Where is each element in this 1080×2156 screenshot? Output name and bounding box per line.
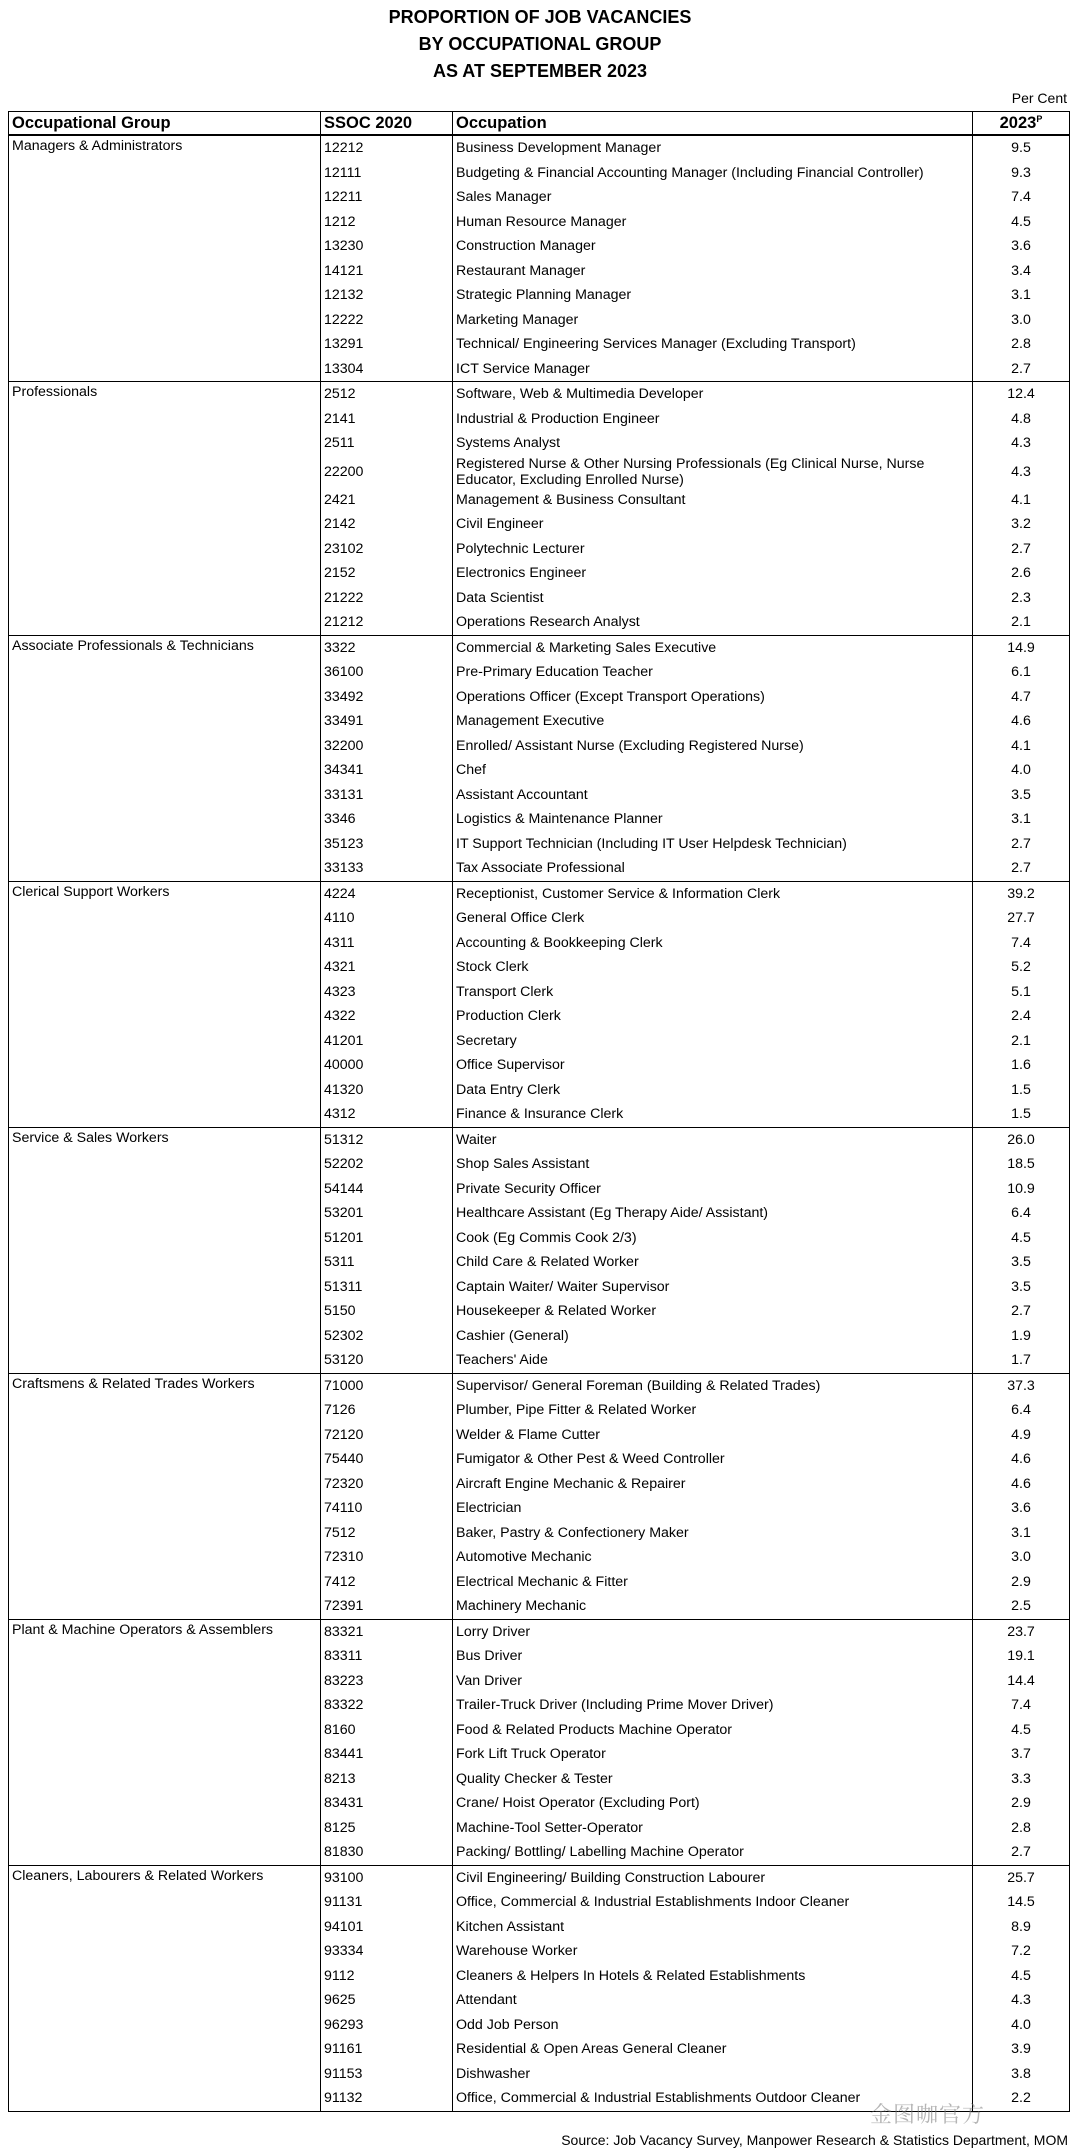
- occupation-cell: Private Security Officer: [453, 1177, 973, 1202]
- ssoc-code-cell: 33131: [321, 783, 453, 808]
- occupation-cell: Shop Sales Assistant: [453, 1152, 973, 1177]
- percent-value-cell: 2.9: [973, 1570, 1070, 1595]
- percent-value-cell: 4.1: [973, 488, 1070, 513]
- occupation-cell: Electrical Mechanic & Fitter: [453, 1570, 973, 1595]
- occupation-cell: Marketing Manager: [453, 308, 973, 333]
- occupational-group-cell: Associate Professionals & Technicians: [9, 635, 321, 881]
- ssoc-code-cell: 75440: [321, 1447, 453, 1472]
- occupation-cell: Cleaners & Helpers In Hotels & Related Establishments: [453, 1964, 973, 1989]
- occupation-cell: Strategic Planning Manager: [453, 283, 973, 308]
- occupation-cell: Trailer-Truck Driver (Including Prime Mover Driver): [453, 1693, 973, 1718]
- percent-value-cell: 3.1: [973, 1521, 1070, 1546]
- occupation-cell: Plumber, Pipe Fitter & Related Worker: [453, 1398, 973, 1423]
- ssoc-code-cell: 2141: [321, 407, 453, 432]
- occupation-cell: Child Care & Related Worker: [453, 1250, 973, 1275]
- occupation-cell: Electrician: [453, 1496, 973, 1521]
- percent-value-cell: 6.1: [973, 660, 1070, 685]
- percent-value-cell: 4.0: [973, 758, 1070, 783]
- percent-value-cell: 4.3: [973, 456, 1070, 488]
- occupation-cell: Transport Clerk: [453, 980, 973, 1005]
- occupation-cell: Machinery Mechanic: [453, 1594, 973, 1619]
- ssoc-code-cell: 12212: [321, 135, 453, 161]
- occupation-cell: Residential & Open Areas General Cleaner: [453, 2037, 973, 2062]
- occupation-cell: Accounting & Bookkeeping Clerk: [453, 931, 973, 956]
- percent-value-cell: 9.3: [973, 161, 1070, 186]
- percent-value-cell: 1.9: [973, 1324, 1070, 1349]
- occupation-cell: Kitchen Assistant: [453, 1915, 973, 1940]
- ssoc-code-cell: 41320: [321, 1078, 453, 1103]
- occupation-cell: Machine-Tool Setter-Operator: [453, 1816, 973, 1841]
- ssoc-code-cell: 12222: [321, 308, 453, 333]
- percent-value-cell: 3.1: [973, 283, 1070, 308]
- percent-value-cell: 1.7: [973, 1348, 1070, 1373]
- percent-value-cell: 4.3: [973, 431, 1070, 456]
- table-row: [9, 635, 1070, 660]
- ssoc-code-cell: 91161: [321, 2037, 453, 2062]
- table-row: [9, 1373, 1070, 1398]
- occupation-cell: Captain Waiter/ Waiter Supervisor: [453, 1275, 973, 1300]
- ssoc-code-cell: 91131: [321, 1890, 453, 1915]
- percent-value-cell: 7.2: [973, 1939, 1070, 1964]
- occupation-cell: Production Clerk: [453, 1004, 973, 1029]
- occupation-cell: Software, Web & Multimedia Developer: [453, 382, 973, 407]
- percent-value-cell: 9.5: [973, 135, 1070, 161]
- occupation-cell: Food & Related Products Machine Operator: [453, 1718, 973, 1743]
- ssoc-code-cell: 23102: [321, 537, 453, 562]
- percent-value-cell: 10.9: [973, 1177, 1070, 1202]
- ssoc-code-cell: 4110: [321, 906, 453, 931]
- percent-value-cell: 2.7: [973, 537, 1070, 562]
- percent-value-cell: 12.4: [973, 382, 1070, 407]
- occupation-cell: Quality Checker & Tester: [453, 1767, 973, 1792]
- occupation-cell: Cook (Eg Commis Cook 2/3): [453, 1226, 973, 1251]
- percent-value-cell: 3.1: [973, 807, 1070, 832]
- header-ssoc: SSOC 2020: [321, 112, 453, 136]
- ssoc-code-cell: 2511: [321, 431, 453, 456]
- percent-value-cell: 3.5: [973, 1275, 1070, 1300]
- occupational-group-cell: Plant & Machine Operators & Assemblers: [9, 1619, 321, 1865]
- ssoc-code-cell: 13291: [321, 332, 453, 357]
- percent-value-cell: 6.4: [973, 1398, 1070, 1423]
- occupation-cell: Operations Officer (Except Transport Operations): [453, 685, 973, 710]
- percent-value-cell: 4.9: [973, 1423, 1070, 1448]
- percent-value-cell: 4.3: [973, 1988, 1070, 2013]
- percent-value-cell: 39.2: [973, 881, 1070, 906]
- ssoc-code-cell: 12132: [321, 283, 453, 308]
- occupation-cell: Odd Job Person: [453, 2013, 973, 2038]
- percent-value-cell: 3.9: [973, 2037, 1070, 2062]
- percent-value-cell: 3.0: [973, 1545, 1070, 1570]
- ssoc-code-cell: 5311: [321, 1250, 453, 1275]
- percent-value-cell: 7.4: [973, 185, 1070, 210]
- ssoc-code-cell: 52302: [321, 1324, 453, 1349]
- table-body: [9, 135, 1070, 2111]
- percent-value-cell: 5.2: [973, 955, 1070, 980]
- ssoc-code-cell: 8213: [321, 1767, 453, 1792]
- occupation-cell: General Office Clerk: [453, 906, 973, 931]
- occupation-cell: Civil Engineering/ Building Construction Labourer: [453, 1865, 973, 1890]
- occupation-cell: Pre-Primary Education Teacher: [453, 660, 973, 685]
- occupational-group-cell: Managers & Administrators: [9, 135, 321, 382]
- ssoc-code-cell: 4322: [321, 1004, 453, 1029]
- ssoc-code-cell: 72391: [321, 1594, 453, 1619]
- ssoc-code-cell: 53201: [321, 1201, 453, 1226]
- percent-value-cell: 3.8: [973, 2062, 1070, 2087]
- occupation-cell: Systems Analyst: [453, 431, 973, 456]
- header-year-marker: P: [1036, 113, 1043, 124]
- occupation-cell: Van Driver: [453, 1669, 973, 1694]
- ssoc-code-cell: 5150: [321, 1299, 453, 1324]
- percent-value-cell: 2.7: [973, 856, 1070, 881]
- watermark: 金图咖官方: [870, 2102, 986, 2127]
- occupation-cell: Healthcare Assistant (Eg Therapy Aide/ Assistant): [453, 1201, 973, 1226]
- percent-value-cell: 2.1: [973, 1029, 1070, 1054]
- ssoc-code-cell: 93100: [321, 1865, 453, 1890]
- occupation-cell: Dishwasher: [453, 2062, 973, 2087]
- percent-value-cell: 2.8: [973, 1816, 1070, 1841]
- percent-value-cell: 4.7: [973, 685, 1070, 710]
- percent-value-cell: 1.6: [973, 1053, 1070, 1078]
- percent-value-cell: 14.9: [973, 635, 1070, 660]
- percent-value-cell: 4.6: [973, 1447, 1070, 1472]
- occupational-group-cell: Service & Sales Workers: [9, 1127, 321, 1373]
- occupational-group-cell: Clerical Support Workers: [9, 881, 321, 1127]
- percent-value-cell: 7.4: [973, 931, 1070, 956]
- ssoc-code-cell: 83431: [321, 1791, 453, 1816]
- occupation-cell: Electronics Engineer: [453, 561, 973, 586]
- occupation-cell: Business Development Manager: [453, 135, 973, 161]
- percent-value-cell: 27.7: [973, 906, 1070, 931]
- percent-value-cell: 2.7: [973, 832, 1070, 857]
- vacancy-table: [8, 111, 1070, 2112]
- percent-value-cell: 4.5: [973, 1718, 1070, 1743]
- ssoc-code-cell: 72120: [321, 1423, 453, 1448]
- ssoc-code-cell: 54144: [321, 1177, 453, 1202]
- ssoc-code-cell: 4311: [321, 931, 453, 956]
- percent-value-cell: 2.7: [973, 357, 1070, 382]
- ssoc-code-cell: 83441: [321, 1742, 453, 1767]
- occupation-cell: Management Executive: [453, 709, 973, 734]
- percent-value-cell: 2.5: [973, 1594, 1070, 1619]
- occupation-cell: Secretary: [453, 1029, 973, 1054]
- occupation-cell: Aircraft Engine Mechanic & Repairer: [453, 1472, 973, 1497]
- percent-value-cell: 25.7: [973, 1865, 1070, 1890]
- percent-value-cell: 2.3: [973, 586, 1070, 611]
- occupation-cell: Commercial & Marketing Sales Executive: [453, 635, 973, 660]
- ssoc-code-cell: 72310: [321, 1545, 453, 1570]
- occupation-cell: Teachers' Aide: [453, 1348, 973, 1373]
- occupation-cell: Cashier (General): [453, 1324, 973, 1349]
- ssoc-code-cell: 35123: [321, 832, 453, 857]
- ssoc-code-cell: 9112: [321, 1964, 453, 1989]
- occupation-cell: Attendant: [453, 1988, 973, 2013]
- occupation-cell: ICT Service Manager: [453, 357, 973, 382]
- ssoc-code-cell: 33492: [321, 685, 453, 710]
- percent-value-cell: 4.5: [973, 1964, 1070, 1989]
- table-row: [9, 1865, 1070, 1890]
- ssoc-code-cell: 7126: [321, 1398, 453, 1423]
- percent-value-cell: 19.1: [973, 1644, 1070, 1669]
- percent-value-cell: 2.7: [973, 1840, 1070, 1865]
- occupation-cell: Registered Nurse & Other Nursing Professionals (Eg Clinical Nurse, Nurse Educator, Excluding Enrolled Nurse): [453, 456, 973, 488]
- ssoc-code-cell: 9625: [321, 1988, 453, 2013]
- occupation-cell: Restaurant Manager: [453, 259, 973, 284]
- ssoc-code-cell: 81830: [321, 1840, 453, 1865]
- ssoc-code-cell: 2512: [321, 382, 453, 407]
- occupation-cell: Technical/ Engineering Services Manager (Excluding Transport): [453, 332, 973, 357]
- percent-value-cell: 2.7: [973, 1299, 1070, 1324]
- occupation-cell: Enrolled/ Assistant Nurse (Excluding Registered Nurse): [453, 734, 973, 759]
- percent-value-cell: 2.9: [973, 1791, 1070, 1816]
- percent-value-cell: 4.1: [973, 734, 1070, 759]
- header-occupation: Occupation: [453, 112, 973, 136]
- occupation-cell: Finance & Insurance Clerk: [453, 1102, 973, 1127]
- ssoc-code-cell: 40000: [321, 1053, 453, 1078]
- ssoc-code-cell: 21222: [321, 586, 453, 611]
- ssoc-code-cell: 2421: [321, 488, 453, 513]
- occupational-group-cell: Professionals: [9, 382, 321, 636]
- ssoc-code-cell: 2142: [321, 512, 453, 537]
- ssoc-code-cell: 93334: [321, 1939, 453, 1964]
- ssoc-code-cell: 13304: [321, 357, 453, 382]
- ssoc-code-cell: 96293: [321, 2013, 453, 2038]
- table-header-row: [9, 112, 1070, 136]
- percent-value-cell: 4.5: [973, 210, 1070, 235]
- percent-value-cell: 2.2: [973, 2086, 1070, 2111]
- percent-value-cell: 4.6: [973, 1472, 1070, 1497]
- percent-value-cell: 1.5: [973, 1078, 1070, 1103]
- occupation-cell: Housekeeper & Related Worker: [453, 1299, 973, 1324]
- ssoc-code-cell: 51311: [321, 1275, 453, 1300]
- percent-value-cell: 37.3: [973, 1373, 1070, 1398]
- ssoc-code-cell: 21212: [321, 610, 453, 635]
- ssoc-code-cell: 4321: [321, 955, 453, 980]
- percent-value-cell: 3.7: [973, 1742, 1070, 1767]
- ssoc-code-cell: 3346: [321, 807, 453, 832]
- table-row: [9, 135, 1070, 161]
- table-row: [9, 881, 1070, 906]
- ssoc-code-cell: 51312: [321, 1127, 453, 1152]
- occupation-cell: Warehouse Worker: [453, 1939, 973, 1964]
- ssoc-code-cell: 1212: [321, 210, 453, 235]
- percent-value-cell: 3.6: [973, 1496, 1070, 1521]
- occupation-cell: IT Support Technician (Including IT User Helpdesk Technician): [453, 832, 973, 857]
- ssoc-code-cell: 7412: [321, 1570, 453, 1595]
- occupation-cell: Office, Commercial & Industrial Establishments Outdoor Cleaner: [453, 2086, 973, 2111]
- occupation-cell: Sales Manager: [453, 185, 973, 210]
- ssoc-code-cell: 7512: [321, 1521, 453, 1546]
- percent-value-cell: 26.0: [973, 1127, 1070, 1152]
- percent-value-cell: 2.8: [973, 332, 1070, 357]
- occupation-cell: Packing/ Bottling/ Labelling Machine Operator: [453, 1840, 973, 1865]
- percent-value-cell: 7.4: [973, 1693, 1070, 1718]
- ssoc-code-cell: 83223: [321, 1669, 453, 1694]
- percent-value-cell: 1.5: [973, 1102, 1070, 1127]
- ssoc-code-cell: 52202: [321, 1152, 453, 1177]
- header-year: [973, 112, 1070, 136]
- occupation-cell: Assistant Accountant: [453, 783, 973, 808]
- occupation-cell: Chef: [453, 758, 973, 783]
- ssoc-code-cell: 4312: [321, 1102, 453, 1127]
- title-line-2: BY OCCUPATIONAL GROUP: [418, 34, 662, 54]
- ssoc-code-cell: 83322: [321, 1693, 453, 1718]
- percent-value-cell: 8.9: [973, 1915, 1070, 1940]
- percent-value-cell: 18.5: [973, 1152, 1070, 1177]
- percent-value-cell: 6.4: [973, 1201, 1070, 1226]
- occupation-cell: Crane/ Hoist Operator (Excluding Port): [453, 1791, 973, 1816]
- title-line-1: PROPORTION OF JOB VACANCIES: [388, 7, 692, 27]
- ssoc-code-cell: 41201: [321, 1029, 453, 1054]
- ssoc-code-cell: 33133: [321, 856, 453, 881]
- percent-value-cell: 3.6: [973, 234, 1070, 259]
- table-row: [9, 1127, 1070, 1152]
- ssoc-code-cell: 22200: [321, 456, 453, 488]
- occupation-cell: Automotive Mechanic: [453, 1545, 973, 1570]
- percent-value-cell: 14.5: [973, 1890, 1070, 1915]
- occupation-cell: Construction Manager: [453, 234, 973, 259]
- ssoc-code-cell: 4323: [321, 980, 453, 1005]
- document-title: [0, 4, 1080, 85]
- percent-value-cell: 5.1: [973, 980, 1070, 1005]
- occupation-cell: Supervisor/ General Foreman (Building & Related Trades): [453, 1373, 973, 1398]
- table-row: [9, 382, 1070, 407]
- occupation-cell: Industrial & Production Engineer: [453, 407, 973, 432]
- ssoc-code-cell: 72320: [321, 1472, 453, 1497]
- ssoc-code-cell: 91132: [321, 2086, 453, 2111]
- occupation-cell: Operations Research Analyst: [453, 610, 973, 635]
- occupation-cell: Logistics & Maintenance Planner: [453, 807, 973, 832]
- percent-value-cell: 3.3: [973, 1767, 1070, 1792]
- occupation-cell: Fumigator & Other Pest & Weed Controller: [453, 1447, 973, 1472]
- percent-value-cell: 3.2: [973, 512, 1070, 537]
- ssoc-code-cell: 8160: [321, 1718, 453, 1743]
- percent-value-cell: 14.4: [973, 1669, 1070, 1694]
- occupation-cell: Lorry Driver: [453, 1619, 973, 1644]
- occupation-cell: Welder & Flame Cutter: [453, 1423, 973, 1448]
- occupation-cell: Bus Driver: [453, 1644, 973, 1669]
- ssoc-code-cell: 13230: [321, 234, 453, 259]
- source-note: Source: Job Vacancy Survey, Manpower Research & Statistics Department, MOM: [561, 2132, 1068, 2148]
- percent-value-cell: 23.7: [973, 1619, 1070, 1644]
- percent-value-cell: 4.8: [973, 407, 1070, 432]
- unit-label: Per Cent: [1011, 90, 1067, 106]
- ssoc-code-cell: 12211: [321, 185, 453, 210]
- percent-value-cell: 4.6: [973, 709, 1070, 734]
- occupation-cell: Civil Engineer: [453, 512, 973, 537]
- occupation-cell: Receptionist, Customer Service & Information Clerk: [453, 881, 973, 906]
- ssoc-code-cell: 83321: [321, 1619, 453, 1644]
- ssoc-code-cell: 51201: [321, 1226, 453, 1251]
- ssoc-code-cell: 8125: [321, 1816, 453, 1841]
- percent-value-cell: 4.0: [973, 2013, 1070, 2038]
- occupation-cell: Stock Clerk: [453, 955, 973, 980]
- occupation-cell: Baker, Pastry & Confectionery Maker: [453, 1521, 973, 1546]
- occupation-cell: Budgeting & Financial Accounting Manager (Including Financial Controller): [453, 161, 973, 186]
- ssoc-code-cell: 74110: [321, 1496, 453, 1521]
- ssoc-code-cell: 4224: [321, 881, 453, 906]
- percent-value-cell: 3.5: [973, 1250, 1070, 1275]
- occupation-cell: Office, Commercial & Industrial Establishments Indoor Cleaner: [453, 1890, 973, 1915]
- ssoc-code-cell: 71000: [321, 1373, 453, 1398]
- percent-value-cell: 2.4: [973, 1004, 1070, 1029]
- percent-value-cell: 2.1: [973, 610, 1070, 635]
- percent-value-cell: 3.4: [973, 259, 1070, 284]
- ssoc-code-cell: 12111: [321, 161, 453, 186]
- occupation-cell: Polytechnic Lecturer: [453, 537, 973, 562]
- percent-value-cell: 2.6: [973, 561, 1070, 586]
- percent-value-cell: 4.5: [973, 1226, 1070, 1251]
- ssoc-code-cell: 83311: [321, 1644, 453, 1669]
- occupation-cell: Management & Business Consultant: [453, 488, 973, 513]
- percent-value-cell: 3.0: [973, 308, 1070, 333]
- ssoc-code-cell: 32200: [321, 734, 453, 759]
- ssoc-code-cell: 34341: [321, 758, 453, 783]
- ssoc-code-cell: 94101: [321, 1915, 453, 1940]
- occupational-group-cell: Cleaners, Labourers & Related Workers: [9, 1865, 321, 2111]
- occupation-cell: Human Resource Manager: [453, 210, 973, 235]
- header-occupational-group: Occupational Group: [9, 112, 321, 136]
- occupation-cell: Data Entry Clerk: [453, 1078, 973, 1103]
- occupational-group-cell: Craftsmens & Related Trades Workers: [9, 1373, 321, 1619]
- ssoc-code-cell: 14121: [321, 259, 453, 284]
- occupation-cell: Data Scientist: [453, 586, 973, 611]
- occupation-cell: Waiter: [453, 1127, 973, 1152]
- ssoc-code-cell: 33491: [321, 709, 453, 734]
- ssoc-code-cell: 3322: [321, 635, 453, 660]
- title-line-3: AS AT SEPTEMBER 2023: [432, 61, 648, 81]
- occupation-cell: Fork Lift Truck Operator: [453, 1742, 973, 1767]
- ssoc-code-cell: 36100: [321, 660, 453, 685]
- ssoc-code-cell: 91153: [321, 2062, 453, 2087]
- occupation-cell: Tax Associate Professional: [453, 856, 973, 881]
- occupation-cell: Office Supervisor: [453, 1053, 973, 1078]
- table-row: [9, 1619, 1070, 1644]
- percent-value-cell: 3.5: [973, 783, 1070, 808]
- ssoc-code-cell: 53120: [321, 1348, 453, 1373]
- header-year-label: 2023: [999, 113, 1037, 132]
- ssoc-code-cell: 2152: [321, 561, 453, 586]
